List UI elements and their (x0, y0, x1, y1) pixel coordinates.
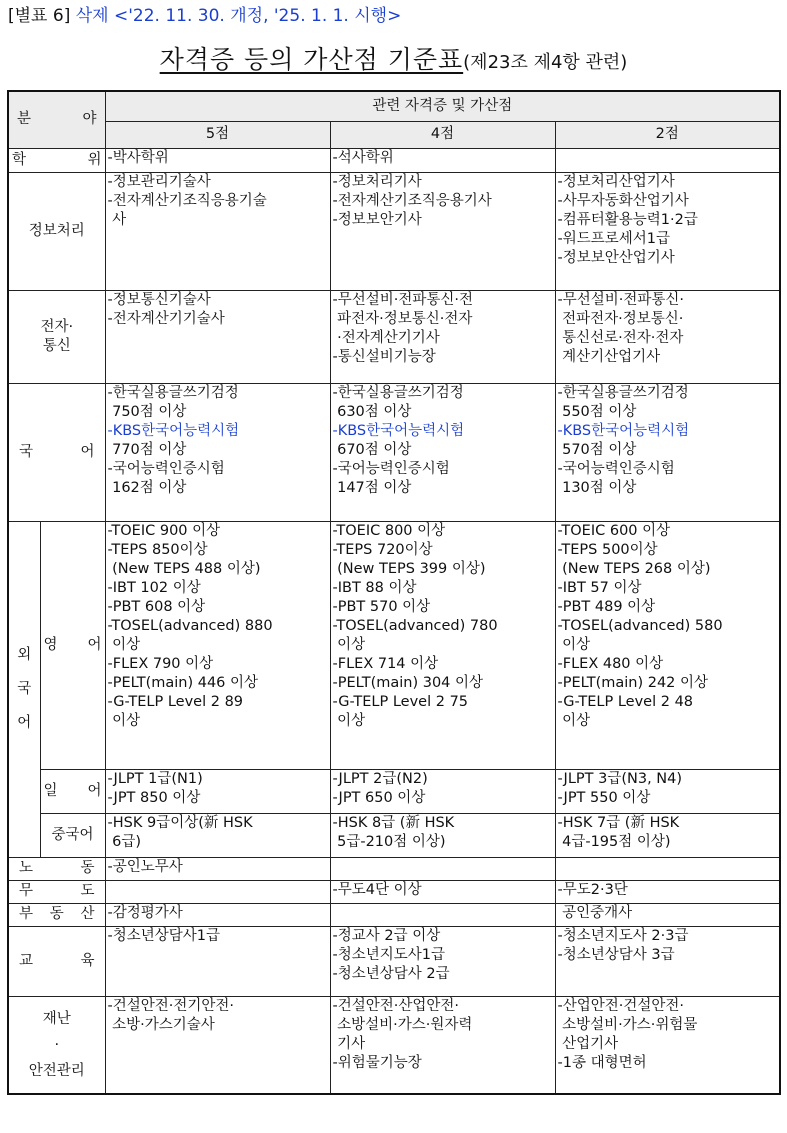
cell-line: -정보처리기사 (332, 173, 422, 190)
cell-line: 570점 이상 (557, 441, 637, 458)
row-category: 일 어 (40, 769, 105, 813)
row-category: 전자· 통신 (8, 290, 105, 383)
cell-line: -산업안전·건설안전· (557, 997, 685, 1014)
cell-line: -전자계산기조직응용기사 (332, 192, 492, 209)
cell-2pt (555, 521, 780, 769)
cell-2pt (555, 880, 780, 903)
cell-2pt (555, 857, 780, 880)
cell-line: -감정평가사 (107, 904, 183, 921)
column-header-5pt: 5점 (105, 121, 330, 148)
cell-4pt (330, 521, 555, 769)
cell-line: -전자계산기기술사 (107, 310, 225, 327)
cell-line: -G-TELP Level 2 89 (107, 693, 244, 710)
field-header: 분 야 (8, 91, 105, 148)
cell-line: -정보보안기사 (332, 211, 422, 228)
cell-line: 550점 이상 (557, 403, 637, 420)
cell-4pt (330, 903, 555, 926)
cell-line: 이상 (107, 712, 141, 729)
cell-4pt (330, 926, 555, 996)
cell-line: -JPT 850 이상 (107, 789, 201, 806)
cell-line: 공인중개사 (557, 904, 633, 921)
cell-4pt (330, 996, 555, 1094)
table-row (8, 290, 780, 383)
cell-4pt (330, 148, 555, 172)
cell-line[interactable]: -KBS한국어능력시험 (107, 422, 240, 439)
column-header-4pt: 4점 (330, 121, 555, 148)
cell-line: 전파전자·정보통신· (557, 310, 684, 327)
cell-line: -JLPT 1급(N1) (107, 770, 203, 787)
title-main: 자격증 등의 가산점 기준표 (159, 45, 464, 74)
cell-line: -건설안전·산업안전· (332, 997, 460, 1014)
cell-line: -PELT(main) 242 이상 (557, 674, 709, 691)
table-row (8, 926, 780, 996)
row-category: 교 육 (8, 926, 105, 996)
cell-line[interactable]: -KBS한국어능력시험 (332, 422, 465, 439)
cell-2pt (555, 996, 780, 1094)
cell-line: -FLEX 790 이상 (107, 655, 214, 672)
cell-line: -정교사 2급 이상 (332, 927, 441, 944)
cell-line: 670점 이상 (332, 441, 412, 458)
cell-line: -컴퓨터활용능력1·2급 (557, 211, 698, 228)
cell-line: 통신선로·전자·전자 (557, 329, 684, 346)
appendix-label: [별표 6] (8, 6, 71, 26)
cell-line: -TOEIC 800 이상 (332, 522, 446, 539)
cell-line: 산업기사 (557, 1035, 619, 1052)
cell-2pt (555, 172, 780, 290)
cell-line: 750점 이상 (107, 403, 187, 420)
table-row (8, 857, 780, 880)
cell-5pt (105, 148, 330, 172)
cell-line: 6급) (107, 833, 141, 850)
cell-line: -석사학위 (332, 149, 394, 166)
cell-line: -HSK 7급 (新 HSK (557, 814, 680, 831)
row-category: 부 동 산 (8, 903, 105, 926)
cell-5pt (105, 769, 330, 813)
table-row (8, 813, 780, 857)
cell-line: 소방설비·가스·위험물 (557, 1016, 698, 1033)
table-row (8, 880, 780, 903)
cell-line: 파전자·정보통신·전자 (332, 310, 473, 327)
cell-5pt (105, 290, 330, 383)
cell-line: -청소년지도사 2·3급 (557, 927, 689, 944)
cell-line: -무도2·3단 (557, 881, 628, 898)
cell-line: 630점 이상 (332, 403, 412, 420)
cell-line: 이상 (557, 712, 591, 729)
cell-line: -전자계산기조직응용기술 (107, 192, 267, 209)
cell-line: -통신설비기능장 (332, 348, 436, 365)
cell-line: 이상 (332, 712, 366, 729)
cell-line: 770점 이상 (107, 441, 187, 458)
cell-line: -G-TELP Level 2 48 (557, 693, 694, 710)
cell-line: -무선설비·전파통신·전 (332, 291, 474, 308)
group-header: 관련 자격증 및 가산점 (105, 91, 780, 121)
cell-2pt (555, 926, 780, 996)
cell-line: -PELT(main) 304 이상 (332, 674, 484, 691)
cell-line: -TEPS 500이상 (557, 541, 658, 558)
cell-5pt (105, 880, 330, 903)
table-row (8, 996, 780, 1094)
cell-line: -TEPS 720이상 (332, 541, 433, 558)
row-category: 노 동 (8, 857, 105, 880)
cell-line: -HSK 9급이상(新 HSK (107, 814, 253, 831)
table-row (8, 383, 780, 521)
cell-line: -FLEX 480 이상 (557, 655, 664, 672)
cell-line: -IBT 102 이상 (107, 579, 201, 596)
cell-line: -박사학위 (107, 149, 169, 166)
row-category: 무 도 (8, 880, 105, 903)
document-title (0, 40, 787, 76)
cell-line: (New TEPS 488 이상) (107, 560, 261, 577)
cell-line[interactable]: -KBS한국어능력시험 (557, 422, 690, 439)
cell-5pt (105, 903, 330, 926)
cell-5pt (105, 996, 330, 1094)
cell-2pt (555, 148, 780, 172)
cell-5pt (105, 521, 330, 769)
cell-line: 이상 (107, 636, 141, 653)
row-category: 국 어 (8, 383, 105, 521)
cell-line: -무선설비·전파통신· (557, 291, 685, 308)
cell-line: 소방·가스기술사 (107, 1016, 215, 1033)
cell-line: 기사 (332, 1035, 366, 1052)
cell-line: -국어능력인증시험 (107, 460, 225, 477)
row-category: 정보처리 (8, 172, 105, 290)
table-row (8, 521, 780, 769)
cell-4pt (330, 769, 555, 813)
cell-2pt (555, 813, 780, 857)
cell-5pt (105, 857, 330, 880)
cell-line: -JPT 550 이상 (557, 789, 651, 806)
cell-line: -위험물기능장 (332, 1054, 422, 1071)
cell-line: -IBT 88 이상 (332, 579, 417, 596)
cell-line: -청소년상담사 2급 (332, 965, 450, 982)
cell-line: -청소년상담사 3급 (557, 946, 675, 963)
cell-line: -PBT 570 이상 (332, 598, 431, 615)
cell-line: (New TEPS 399 이상) (332, 560, 486, 577)
cell-5pt (105, 172, 330, 290)
cell-line: -정보관리기술사 (107, 173, 211, 190)
table-row (8, 148, 780, 172)
table-row (8, 903, 780, 926)
title-sub: (제23조 제4항 관련) (463, 52, 628, 73)
cell-2pt (555, 290, 780, 383)
cell-4pt (330, 172, 555, 290)
cell-line: -JLPT 3급(N3, N4) (557, 770, 683, 787)
appendix-header (8, 4, 401, 28)
table-row (8, 172, 780, 290)
cell-4pt (330, 857, 555, 880)
cell-4pt (330, 880, 555, 903)
cell-line: 이상 (557, 636, 591, 653)
cell-4pt (330, 813, 555, 857)
qualification-table (7, 90, 781, 1095)
cell-line: -TOSEL(advanced) 880 (107, 617, 273, 634)
cell-2pt (555, 769, 780, 813)
cell-line: -G-TELP Level 2 75 (332, 693, 469, 710)
cell-line: 4급-195점 이상) (557, 833, 671, 850)
cell-line: 사 (107, 211, 127, 228)
cell-line: -한국실용글쓰기검정 (107, 384, 239, 401)
cell-line: 147점 이상 (332, 479, 412, 496)
cell-line: 5급-210점 이상) (332, 833, 446, 850)
cell-4pt (330, 290, 555, 383)
amendment-status[interactable]: 삭제 <'22. 11. 30. 개정, '25. 1. 1. 시행> (75, 6, 402, 26)
cell-line: -청소년상담사1급 (107, 927, 221, 944)
cell-5pt (105, 813, 330, 857)
cell-line: -국어능력인증시험 (557, 460, 675, 477)
cell-line: -JLPT 2급(N2) (332, 770, 428, 787)
row-category: 영 어 (40, 521, 105, 769)
cell-line: -정보보안산업기사 (557, 249, 675, 266)
cell-4pt (330, 383, 555, 521)
cell-line: -공인노무사 (107, 858, 183, 875)
cell-line: -워드프로세서1급 (557, 230, 671, 247)
cell-line: -JPT 650 이상 (332, 789, 426, 806)
row-category: 학 위 (8, 148, 105, 172)
cell-line: -PELT(main) 446 이상 (107, 674, 259, 691)
cell-line: -무도4단 이상 (332, 881, 422, 898)
cell-5pt (105, 926, 330, 996)
column-header-2pt: 2점 (555, 121, 780, 148)
cell-line: -TOSEL(advanced) 780 (332, 617, 498, 634)
cell-line: 130점 이상 (557, 479, 637, 496)
cell-line: -HSK 8급 (新 HSK (332, 814, 455, 831)
cell-5pt (105, 383, 330, 521)
cell-line: ·전자계산기기사 (332, 329, 440, 346)
cell-line: (New TEPS 268 이상) (557, 560, 711, 577)
cell-line: -국어능력인증시험 (332, 460, 450, 477)
cell-line: 162점 이상 (107, 479, 187, 496)
cell-line: -FLEX 714 이상 (332, 655, 439, 672)
cell-line: -PBT 608 이상 (107, 598, 206, 615)
cell-2pt (555, 383, 780, 521)
row-category: 재난 · 안전관리 (8, 996, 105, 1094)
cell-line: -청소년지도사1급 (332, 946, 446, 963)
cell-line: -TOSEL(advanced) 580 (557, 617, 723, 634)
cell-line: 소방설비·가스·원자력 (332, 1016, 473, 1033)
cell-line: -한국실용글쓰기검정 (557, 384, 689, 401)
cell-line: 계산기산업기사 (557, 348, 661, 365)
cell-line: -PBT 489 이상 (557, 598, 656, 615)
cell-line: -IBT 57 이상 (557, 579, 642, 596)
cell-line: -TOEIC 600 이상 (557, 522, 671, 539)
cell-line: -한국실용글쓰기검정 (332, 384, 464, 401)
cell-line: -건설안전·전기안전· (107, 997, 235, 1014)
cell-line: 이상 (332, 636, 366, 653)
cell-line: -TOEIC 900 이상 (107, 522, 221, 539)
row-category: 중국어 (40, 813, 105, 857)
cell-line: -정보통신기술사 (107, 291, 211, 308)
cell-line: -1종 대형면허 (557, 1054, 647, 1071)
cell-2pt (555, 903, 780, 926)
cell-line: -TEPS 850이상 (107, 541, 208, 558)
foreign-language-label: 외 국 어 (8, 521, 40, 857)
cell-line: -사무자동화산업기사 (557, 192, 689, 209)
table-row (8, 769, 780, 813)
cell-line: -정보처리산업기사 (557, 173, 675, 190)
